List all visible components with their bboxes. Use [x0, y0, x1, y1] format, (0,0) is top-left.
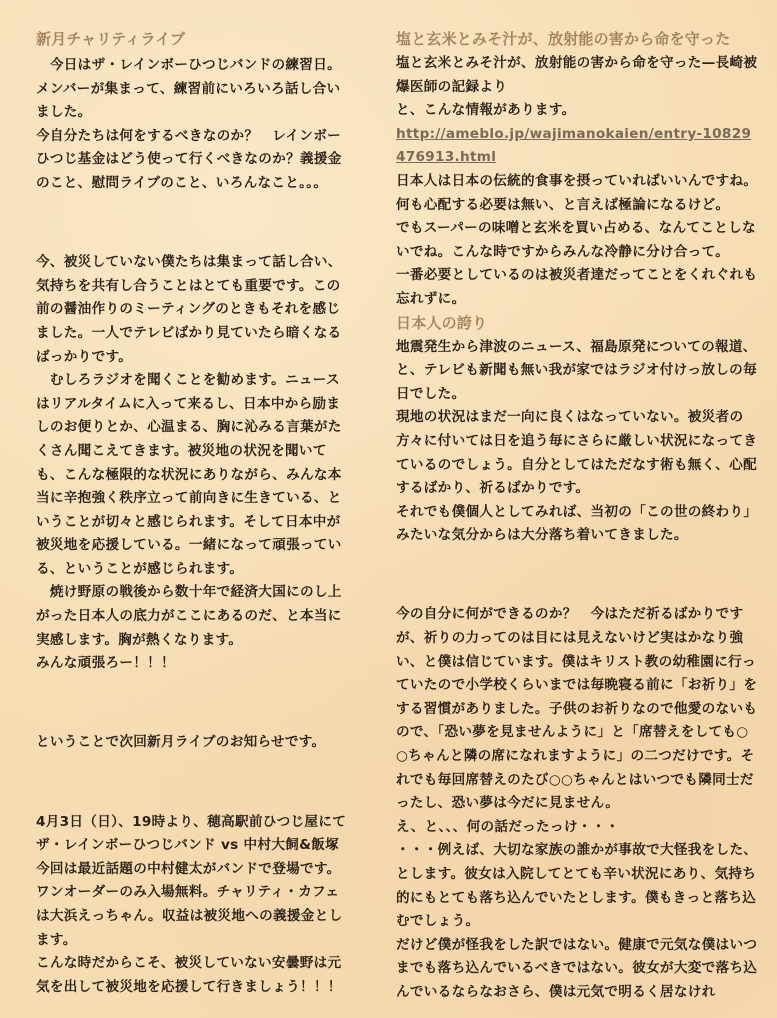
blank-line: [36, 692, 348, 716]
blank-line: [396, 564, 758, 588]
blank-line: [36, 771, 348, 795]
paragraph: 今自分たちは何をするべきなのか？ レインボーひつじ基金はどう使って行くべきなのか？義援金のこと、慰問ライブのこと、いろんなこと。。。: [36, 127, 342, 191]
section-heading-japanese-pride: 日本人の誇り: [396, 313, 488, 332]
paragraph: ・・・例えば、大切な家族の誰かが事故で大怪我をした、とします。彼女は入院してとても辛い状況にあり、気持ち的にもとても落ち込んでいたとします。僕もきっと落ち込むでしょう。: [396, 842, 758, 930]
left-column: [36, 28, 348, 999]
paragraph: だけど僕が怪我をした訳ではない。健康で元気な僕はいつまでも落ち込んでいるべきではない。彼女が大変で落ち込んでいるならなおさら、僕は元気で明るく居なけれ: [396, 936, 758, 1000]
paragraph: 塩と玄米とみそ汁が、放射能の害から命を守った—長崎被爆医師の記録より: [396, 55, 758, 95]
article-link[interactable]: http://ameblo.jp/wajimanokaien/entry-10829476913.html: [396, 125, 752, 166]
left-body: [36, 54, 348, 999]
paragraph: 今の自分に何ができるのか？ 今はただ祈るばかりですが、祈りの力ってのは目には見えないけど実はかなり強い、と僕は信じています。僕はキリスト教の幼稚園に行っていたので小学校くらいまでは毎晩寝る前に「お祈り」をする習慣がありました。子供のお祈りなので他愛のないもので、「恐い夢を見ませんように」と「席替えをしても○○ちゃんと隣の席になれますように」の二つだけです。それでも毎回席替えのたび○○ちゃんとはいつでも隣同士だったし、恐い夢は今だに見ません。: [396, 606, 758, 812]
right-column: [396, 28, 758, 1005]
paragraph: みんな頑張ろー！！！: [36, 655, 175, 672]
section-heading-charity-live: 新月チャリティライブ: [36, 30, 186, 48]
paragraph: こんな時だからこそ、被災していない安曇野は元気を出して被災地を応援して行きましょう！！！: [36, 955, 342, 995]
right-block-2: [396, 170, 758, 312]
paragraph: 今回は最近話題の中村健太がバンドで登場です。ワンオーダーのみ入場無料。チャリティ・カフェは大浜えっちゃん。収益は被災地への義援金とします。: [36, 860, 343, 948]
paragraph: 日本人は日本の伝統的食事を摂っていればいいんですね。何も心配する必要は無い、と言えば極論になるけど。: [396, 172, 758, 213]
paragraph: 一番必要としているのは被災者達だってことをくれぐれも忘れずに。: [396, 267, 758, 307]
paragraph: 4月3日（日）、19時より、穂高駅前ひつじ屋にて: [36, 813, 347, 830]
section-heading-salt-brown-rice: 塩と玄米とみそ汁が、放射能の害から命を守った: [396, 30, 731, 48]
blank-line: [36, 212, 348, 236]
paragraph: 地震発生から津波のニュース、福島原発についての報道、と、テレビも新聞も無い我が家ではラジオ付けっ放しの毎日でした。: [396, 338, 757, 402]
paragraph: と、こんな情報があります。: [396, 102, 576, 119]
paragraph: ということで次回新月ライブのお知らせです。: [36, 734, 326, 751]
right-block-1: [396, 52, 758, 123]
paragraph: でもスーパーの味噌と玄米を買い占める、なんてことしないでね。こんな時ですからみんな冷静に分け合って。: [396, 220, 756, 260]
paragraph: それでも僕個人としてみれば、当初の「この世の終わり」みたいな気分からは大分落ち着いてきました。: [396, 503, 758, 544]
paragraph: 今日はザ・レインボーひつじバンドの練習日。メンバーが集まって、練習前にいろいろ話し合いました。: [36, 57, 341, 121]
paragraph: むしろラジオを聞くことを勧めます。ニュースはリアルタイムに入って来るし、日本中から励ましのお便りとか、心温まる、胸に沁みる言葉がたくさん聞こえてきます。被災地の状況を聞いても、こんな極限的な状況にありながら、みんな本当に辛抱強く秩序立って前向きに生きている、ということが切々と感じられます。そして日本中が被災地を応援している。一緒になって頑張っている、ということが感じられます。: [36, 372, 342, 577]
paragraph: 今、被災していない僕たちは集まって話し合い、気持ちを共有し合うことはとても重要です。この前の醤油作りのミーティングのときもそれを感じました。一人でテレビばかり見ていたら暗くなるばっかりです。: [36, 254, 342, 365]
right-block-3: [396, 336, 758, 1005]
paragraph: 現地の状況はまだ一向に良くはなっていない。被災者の方々に付いては日を追う毎にさらに厳しい状況になってきているのでしょう。自分としてはただなす術も無く、心配するばかり、祈るばかりです。: [396, 409, 758, 497]
paragraph: 焼け野原の戦後から数十年で経済大国にのし上がった日本人の底力がここにあるのだ、と本当に実感します。胸が熱くなります。: [36, 584, 342, 648]
paragraph: え、と、、、何の話だったっけ・・・: [396, 818, 620, 835]
paragraph: ザ・レインボーひつじバンド vs 中村大飼&飯塚: [36, 837, 340, 854]
